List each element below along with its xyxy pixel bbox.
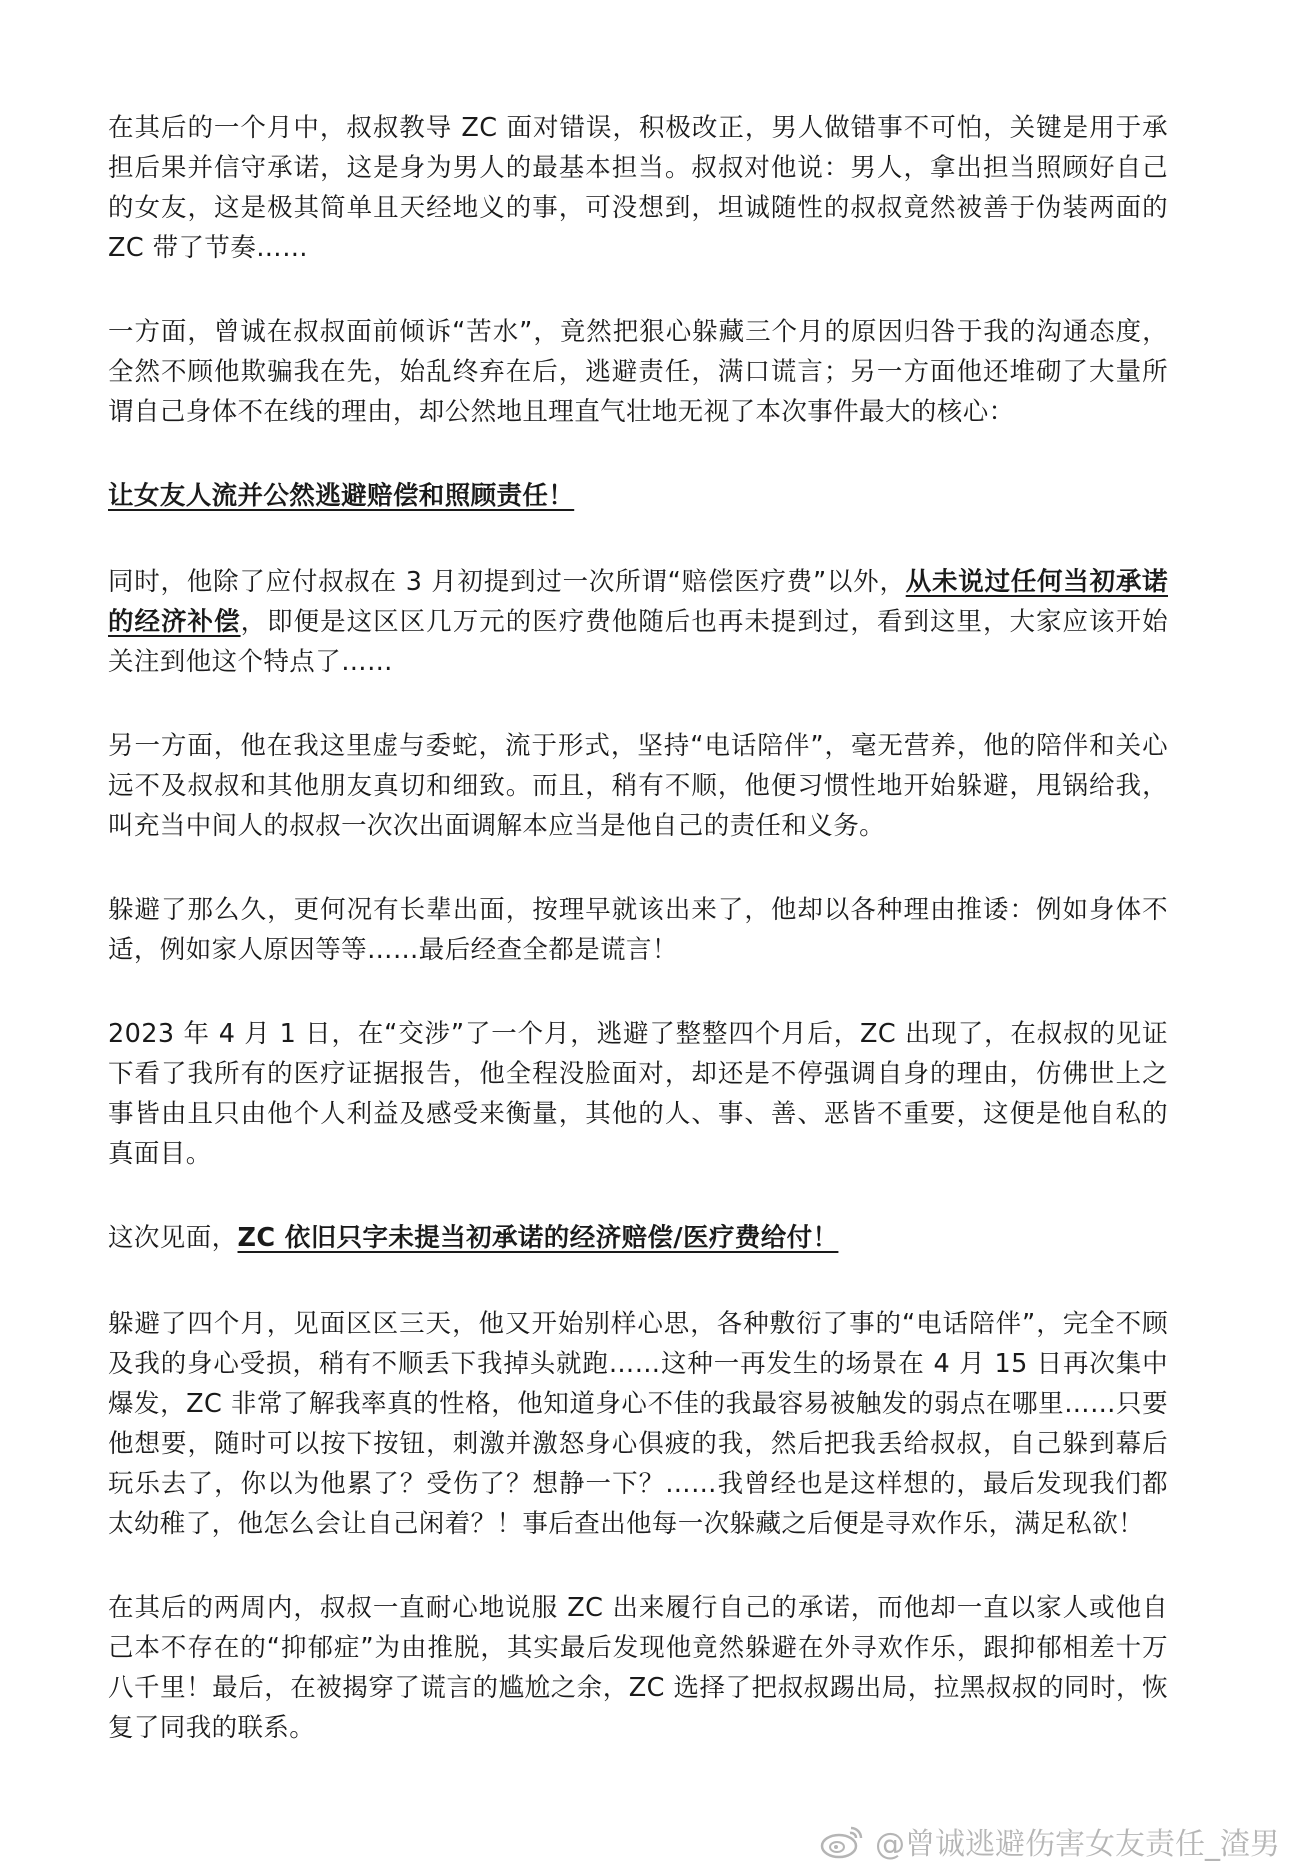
paragraph-6: [108, 890, 1168, 970]
watermark-text: @曾诚逃避伤害女友责任_渣男: [875, 1827, 1280, 1862]
paragraph-1: [108, 108, 1168, 268]
paragraph-text: 躲避了那么久，更何况有长辈出面，按理早就该出来了，他却以各种理由推诿：例如身体不适，例如家人原因等等……最后经查全都是谎言！: [108, 895, 1168, 965]
paragraph-9: [108, 1304, 1168, 1544]
document-body: [108, 108, 1168, 1792]
paragraph-text: 另一方面，他在我这里虚与委蛇，流于形式，坚持“电话陪伴”，毫无营养，他的陪伴和关心远不及叔叔和其他朋友真切和细致。而且，稍有不顺，他便习惯性地开始躲避，甩锅给我，叫充当中间人的叔叔一次次出面调解本应当是他自己的责任和义务。: [108, 731, 1168, 841]
weibo-icon: [819, 1822, 865, 1860]
paragraph-10: [108, 1588, 1168, 1748]
paragraph-text: ，即便是这区区几万元的医疗费他随后也再未提到过，看到这里，大家应该开始关注到他这个特点了……: [108, 607, 1168, 677]
underlined-emphasis: ZC 依旧只字未提当初承诺的经济赔偿/医疗费给付！: [237, 1223, 839, 1253]
paragraph-4: [108, 562, 1168, 682]
watermark: [819, 1819, 1280, 1863]
underlined-emphasis: 从未说过任何当初承诺的经济补偿: [108, 567, 1168, 637]
paragraph-text: 一方面，曾诚在叔叔面前倾诉“苦水”，竟然把狠心躲藏三个月的原因归咎于我的沟通态度，全然不顾他欺骗我在先，始乱终弃在后，逃避责任，满口谎言；另一方面他还堆砌了大量所谓自己身体不在线的理由，却公然地且理直气壮地无视了本次事件最大的核心：: [108, 317, 1168, 427]
underlined-emphasis: 让女友人流并公然逃避赔偿和照顾责任！: [108, 481, 575, 511]
paragraph-8: [108, 1218, 1168, 1258]
paragraph-2: [108, 312, 1168, 432]
paragraph-text: 2023 年 4 月 1 日，在“交涉”了一个月，逃避了整整四个月后，ZC 出现了，在叔叔的见证下看了我所有的医疗证据报告，他全程没脸面对，却还是不停强调自身的理由，仿佛世上之事皆由且只由他个人利益及感受来衡量，其他的人、事、善、恶皆不重要，这便是他自私的真面目。: [108, 1019, 1168, 1169]
paragraph-7: [108, 1014, 1168, 1174]
paragraph-text: 在其后的两周内，叔叔一直耐心地说服 ZC 出来履行自己的承诺，而他却一直以家人或他自己本不存在的“抑郁症”为由推脱，其实最后发现他竟然躲避在外寻欢作乐，跟抑郁相差十万八千里！最后，在被揭穿了谎言的尴尬之余，ZC 选择了把叔叔踢出局，拉黑叔叔的同时，恢复了同我的联系。: [108, 1593, 1168, 1743]
paragraph-text: 这次见面，: [108, 1223, 238, 1253]
paragraph-text: 在其后的一个月中，叔叔教导 ZC 面对错误，积极改正，男人做错事不可怕，关键是用于承担后果并信守承诺，这是身为男人的最基本担当。叔叔对他说：男人，拿出担当照顾好自己的女友，这是极其简单且天经地义的事，可没想到，坦诚随性的叔叔竟然被善于伪装两面的 ZC 带了节奏……: [108, 113, 1168, 263]
paragraph-text: 躲避了四个月，见面区区三天，他又开始别样心思，各种敷衍了事的“电话陪伴”，完全不顾及我的身心受损，稍有不顺丢下我掉头就跑……这种一再发生的场景在 4 月 15 日再次集中爆发，ZC 非常了解我率真的性格，他知道身心不佳的我最容易被触发的弱点在哪里……只要他想要，随时可以按下按钮，刺激并激怒身心俱疲的我，然后把我丢给叔叔，自己躲到幕后玩乐去了，你以为他累了？受伤了？想静一下？……我曾经也是这样想的，最后发现我们都太幼稚了，他怎么会让自己闲着？！事后查出他每一次躲藏之后便是寻欢作乐，满足私欲！: [108, 1309, 1168, 1539]
paragraph-5: [108, 726, 1168, 846]
paragraph-3-emphasis: [108, 476, 1168, 516]
paragraph-text: 同时，他除了应付叔叔在 3 月初提到过一次所谓“赔偿医疗费”以外，: [108, 567, 906, 597]
